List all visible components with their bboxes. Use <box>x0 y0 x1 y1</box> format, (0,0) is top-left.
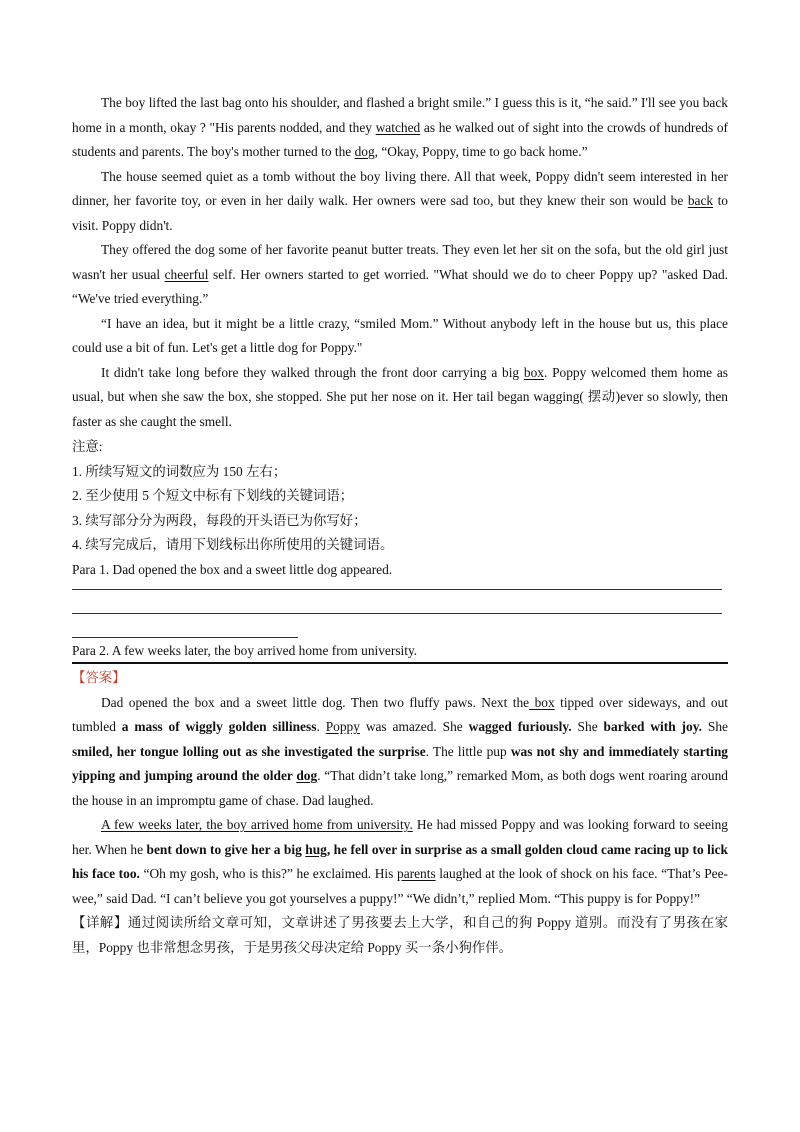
text: The boy lifted the last bag onto his shoulder, and flashed a bright smile.” I guess this is it, “he said.” I'll see you back home in a month, okay ? "His parents nodded, and they <box>72 95 728 135</box>
note-item-1: 1. 所续写短文的词数应为 150 左右； <box>72 463 287 479</box>
text: . “That didn’t take long,” remarked Mom, as both dogs went roaring around the house in an impromptu game of chase. Dad laughed. <box>72 768 728 808</box>
bold-phrase: smiled, her tongue lolling out as she investigated the surprise <box>72 743 426 759</box>
answer-paragraph-2 <box>72 813 728 911</box>
keyword-cheerful: cheerful <box>164 266 209 282</box>
text: “Oh my gosh, who is this?” he exclaimed. His <box>139 866 397 881</box>
detail-text: 通过阅读所给文章可知，文章讲述了男孩要去上大学，和自己的狗 Poppy 道别。而没有了男孩在家里，Poppy 也非常想念男孩，于是男孩父母决定给 Poppy 买一条小狗作伴。 <box>72 915 729 955</box>
text: . Poppy welcomed them home as usual, but when she saw the box, she stopped. She put her nose on it. Her tail began wagging( 摆动)ever so slowly, then faster as she caught the smell. <box>72 364 728 429</box>
text: was amazed. She <box>359 719 469 734</box>
writing-line-3 <box>72 637 298 638</box>
note-item-3: 3. 续写部分分为两段，每段的开头语已为你写好； <box>72 512 367 528</box>
keyword-poppy: Poppy <box>325 719 360 734</box>
bold-phrase: was not shy and immediately starting yipping and jumping around the older <box>72 743 729 783</box>
text: tipped over sideways, and out tumbled <box>72 694 728 734</box>
text: She <box>702 719 728 734</box>
text: They offered the dog some of her favorite peanut butter treats. They even let her sit on the sofa, but the old girl just wasn't her usual <box>72 242 728 282</box>
keyword-box: box <box>529 694 555 710</box>
bold-phrase: barked with joy. <box>603 719 703 734</box>
writing-line-2 <box>72 613 722 614</box>
keyword-back: back <box>687 193 714 208</box>
text: . <box>316 719 326 734</box>
keyword-parents: parents <box>397 866 436 881</box>
document-page <box>72 91 728 960</box>
text: self. Her owners started to get worried. "What should we do to cheer Poppy up? "asked Dad. “We've tried everything.” <box>72 266 728 306</box>
text: She <box>571 719 604 734</box>
note-item-4: 4. 续写完成后，请用下划线标出你所使用的关键词语。 <box>72 537 394 552</box>
bold-phrase: , he fell over in surprise as a small golden cloud came racing up to lick his face too. <box>72 841 729 881</box>
para1-prompt: Para 1. Dad opened the box and a sweet little dog appeared. <box>72 561 393 577</box>
text: The house seemed quiet as a tomb without the boy living there. All that week, Poppy didn't seem interested in her dinner, her favorite toy, or even in her daily walk. Her owners were sad too, but they knew their son would be <box>72 168 728 208</box>
writing-line-1 <box>72 589 722 590</box>
bold-phrase: bent down to give her a big <box>146 841 306 857</box>
keyword-opening-sentence: A few weeks later, the boy arrived home from university. <box>101 817 413 832</box>
answer-paragraph-1 <box>72 691 728 814</box>
answer-label: 【答案】 <box>72 670 126 685</box>
keyword-box: box <box>523 364 544 380</box>
bold-phrase: wagged furiously. <box>468 719 572 734</box>
keyword-hug: hug <box>305 841 327 857</box>
note-item-2: 2. 至少使用 5 个短文中标有下划线的关键词语； <box>72 488 354 503</box>
passage-paragraph-1 <box>72 91 728 165</box>
text: It didn't take long before they walked through the front door carrying a big <box>101 364 524 380</box>
passage-paragraph-2 <box>72 165 728 239</box>
passage-paragraph-4: “I have an idea, but it might be a little crazy, “smiled Mom.” Without anybody left in the house but us, this place could use a bit of fun. Let's get a little dog for Poppy." <box>72 315 728 355</box>
text: He had missed Poppy and was looking forward to seeing her. When he <box>72 817 728 857</box>
passage-paragraph-5 <box>72 361 728 435</box>
passage-paragraph-3 <box>72 238 728 312</box>
detail-paragraph <box>72 911 728 960</box>
detail-label: 【详解】 <box>72 915 128 930</box>
notes-title: 注意: <box>72 439 103 454</box>
text: as he walked out of sight into the crowds of hundreds of students and parents. The boy's mother turned to the <box>72 119 728 159</box>
text: . The little pup <box>425 743 511 759</box>
text: laughed at the look of shock on his face. “That’s Pee-wee,” said Dad. “I can’t believe you got yourselves a puppy!” “We didn’t,” replied Mom. “This puppy is for Poppy!” <box>72 866 728 906</box>
para2-prompt: Para 2. A few weeks later, the boy arrived home from university. <box>72 640 728 664</box>
keyword-dog: dog <box>354 144 375 159</box>
text: Dad opened the box and a sweet little dog. Then two fluffy paws. Next the <box>101 694 530 710</box>
bold-phrase: a mass of wiggly golden silliness <box>121 719 317 734</box>
keyword-dog: dog <box>296 768 318 783</box>
text: , “Okay, Poppy, time to go back home.” <box>374 144 588 159</box>
keyword-watched: watched <box>375 119 421 135</box>
text: to visit. Poppy didn't. <box>72 193 729 233</box>
